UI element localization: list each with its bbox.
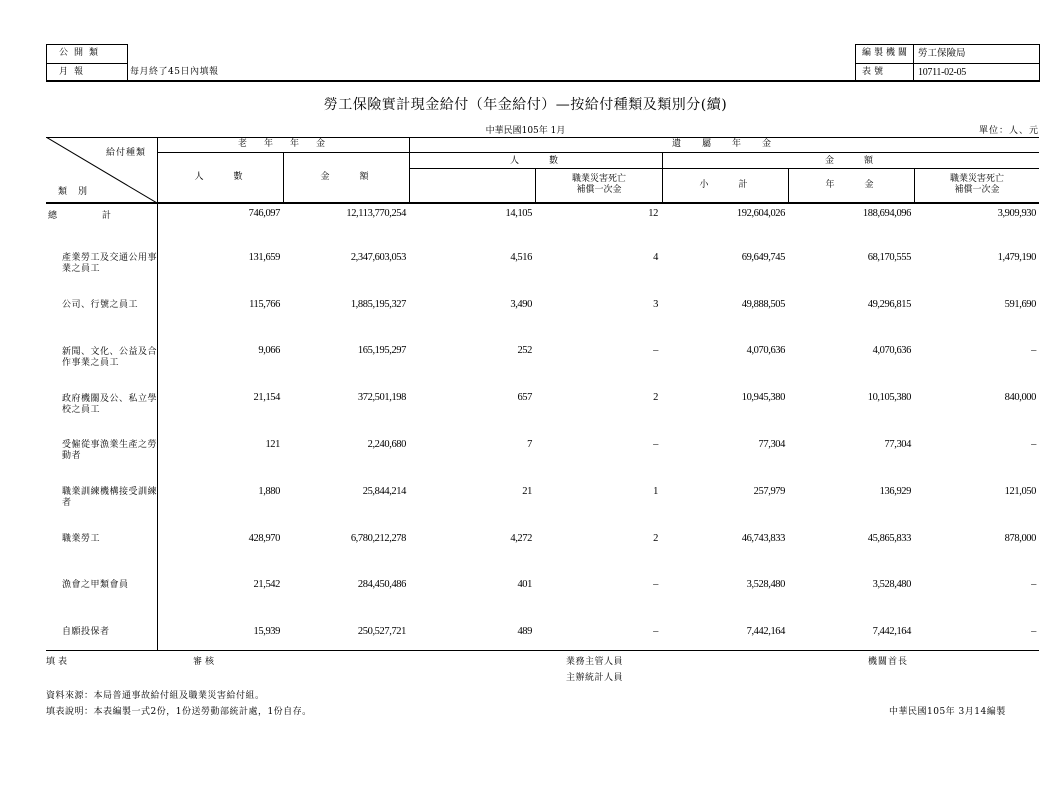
table-cell: 7,442,164 — [746, 626, 785, 637]
table-cell: 12,113,770,254 — [346, 208, 406, 219]
table-cell: 4,070,636 — [746, 345, 785, 356]
table-cell: 21,542 — [253, 579, 280, 590]
table-cell: 45,865,833 — [867, 533, 911, 544]
row-label: 職業勞工 — [62, 534, 101, 544]
survivor-header: 遺 屬 年 金 — [671, 139, 777, 149]
table-cell: 21,154 — [253, 392, 280, 403]
table-cell: 252 — [517, 345, 532, 356]
data-source: 資料來源：本局普通事故給付組及職業災害給付組。 — [46, 691, 265, 701]
old-age-people-header: 人 數 — [194, 172, 247, 182]
table-cell: 746,097 — [248, 208, 280, 219]
table-cell: 68,170,555 — [867, 252, 911, 263]
table-cell: 878,000 — [1004, 533, 1036, 544]
table-cell: 3 — [653, 299, 658, 310]
row-label: 公司、行號之員工 — [62, 300, 139, 310]
table-cell: 4 — [653, 252, 658, 263]
footer-head: 機關首長 — [868, 657, 909, 667]
table-cell: 657 — [517, 392, 532, 403]
survivor-amount-header: 金 額 — [824, 156, 877, 166]
table-cell: 77,304 — [884, 439, 911, 450]
table-no-value: 10711-02-05 — [918, 67, 966, 78]
public-class-label: 公開類 — [59, 48, 105, 58]
corner-bottom-label: 類 別 — [58, 187, 89, 197]
compiled-date: 中華民國105年 3月14編製 — [889, 707, 1006, 717]
table-cell: – — [1031, 579, 1036, 590]
table-cell: 840,000 — [1004, 392, 1036, 403]
table-no-label: 表號 — [856, 64, 914, 82]
table-cell: 188,694,096 — [862, 208, 911, 219]
table-cell: 428,970 — [248, 533, 280, 544]
table-cell: 4,272 — [510, 533, 532, 544]
table-cell: 489 — [517, 626, 532, 637]
row-label: 漁會之甲類會員 — [62, 580, 129, 590]
corner-top-label: 給付種類 — [106, 148, 147, 158]
table-cell: 115,766 — [249, 299, 280, 310]
row-label: 受僱從事漁業生產之勞動者 — [62, 440, 158, 461]
row-label: 政府機關及公、私立學校之員工 — [62, 394, 158, 415]
page-title: 勞工保險實計現金給付（年金給付）—按給付種類及類別分(續) — [323, 97, 728, 113]
table-cell: 284,450,486 — [357, 579, 406, 590]
table-cell: 9,066 — [258, 345, 280, 356]
occ-death-people-header-2: 補償一次金 — [576, 185, 622, 195]
table-cell: 7,442,164 — [872, 626, 911, 637]
table-cell: 3,528,480 — [746, 579, 785, 590]
table-cell: 3,528,480 — [872, 579, 911, 590]
table-cell: 12 — [648, 208, 658, 219]
old-age-amount-header: 金 額 — [320, 172, 373, 182]
table-cell: 257,979 — [753, 486, 785, 497]
table-cell: – — [653, 626, 658, 637]
table-cell: 250,527,721 — [357, 626, 406, 637]
table-cell: 165,195,297 — [357, 345, 406, 356]
old-age-header: 老 年 年 金 — [237, 139, 329, 149]
occ-death-amount-header-1: 職業災害死亡 — [949, 174, 1004, 184]
table-cell: 1 — [653, 486, 658, 497]
table-cell: – — [653, 345, 658, 356]
table-cell: – — [653, 439, 658, 450]
report-date: 中華民國105年 1月 — [485, 126, 566, 136]
unit-label: 單位：人、元 — [978, 126, 1039, 136]
table-cell: 2 — [653, 392, 658, 403]
table-cell: 25,844,214 — [362, 486, 406, 497]
table-cell: 15,939 — [253, 626, 280, 637]
table-cell: 46,743,833 — [741, 533, 785, 544]
table-cell: 3,909,930 — [997, 208, 1036, 219]
header-line-1 — [157, 152, 1039, 153]
table-cell: 2,240,680 — [367, 439, 406, 450]
table-cell: 591,690 — [1004, 299, 1036, 310]
table-cell: 49,888,505 — [741, 299, 785, 310]
row-label: 產業勞工及交通公用事業之員工 — [62, 253, 158, 274]
table-cell: 121,050 — [1004, 486, 1036, 497]
top-rule — [46, 80, 1039, 82]
table-cell: 10,105,380 — [867, 392, 911, 403]
footer-stats: 主辦統計人員 — [566, 673, 624, 683]
occ-death-amount-header-2: 補償一次金 — [954, 185, 1000, 195]
occ-death-people-header-1: 職業災害死亡 — [571, 174, 626, 184]
row-label: 自願投保者 — [62, 627, 110, 637]
table-cell: 372,501,198 — [357, 392, 406, 403]
footer-review: 審核 — [193, 657, 218, 667]
table-cell: 2,347,603,053 — [350, 252, 406, 263]
table-cell: 1,479,190 — [997, 252, 1036, 263]
header-line-2 — [409, 168, 1039, 169]
footer-fill: 填表 — [46, 657, 71, 667]
table-cell: 1,885,195,327 — [350, 299, 406, 310]
footer-supervisor: 業務主管人員 — [566, 657, 624, 667]
table-cell: 2 — [653, 533, 658, 544]
table-cell: – — [653, 579, 658, 590]
annuity-header: 年 金 — [825, 180, 878, 190]
subtotal-header: 小 計 — [699, 180, 752, 190]
row-label: 新聞、文化、公益及合作事業之員工 — [62, 347, 158, 368]
table-cell: 14,105 — [505, 208, 532, 219]
table-cell: 10,945,380 — [741, 392, 785, 403]
table-cell: 69,649,745 — [741, 252, 785, 263]
row-label: 職業訓練機構接受訓練者 — [62, 487, 158, 508]
table-cell: 4,070,636 — [872, 345, 911, 356]
compiler-value: 勞工保險局 — [918, 48, 966, 59]
compiler-label: 編製機關 — [856, 45, 914, 63]
table-bottom-border — [46, 650, 1039, 651]
header-bottom-border — [46, 202, 1039, 204]
row-label-total: 總 計 — [48, 211, 112, 221]
table-cell: 77,304 — [758, 439, 785, 450]
table-cell: 121 — [265, 439, 280, 450]
table-cell: 401 — [517, 579, 532, 590]
table-cell: – — [1031, 439, 1036, 450]
table-cell: 6,780,212,278 — [350, 533, 406, 544]
table-cell: – — [1031, 345, 1036, 356]
table-top-border — [46, 137, 1039, 138]
report-deadline: 每月終了45日內填報 — [130, 67, 219, 77]
table-cell: 49,296,815 — [867, 299, 911, 310]
report-period-label: 月報 — [59, 67, 90, 77]
table-cell: 192,604,026 — [736, 208, 785, 219]
table-cell: 21 — [522, 486, 532, 497]
table-note: 填表說明：本表編製一式2份，1份送勞動部統計處，1份自存。 — [46, 707, 312, 717]
survivor-people-header: 人 數 — [509, 156, 562, 166]
table-cell: 131,659 — [248, 252, 280, 263]
table-cell: 1,880 — [258, 486, 280, 497]
table-cell: 136,929 — [879, 486, 911, 497]
header-left-box — [46, 44, 128, 82]
header-right-box — [855, 44, 1040, 82]
table-cell: 7 — [527, 439, 532, 450]
table-cell: 3,490 — [510, 299, 532, 310]
table-cell: 4,516 — [510, 252, 532, 263]
table-cell: – — [1031, 626, 1036, 637]
